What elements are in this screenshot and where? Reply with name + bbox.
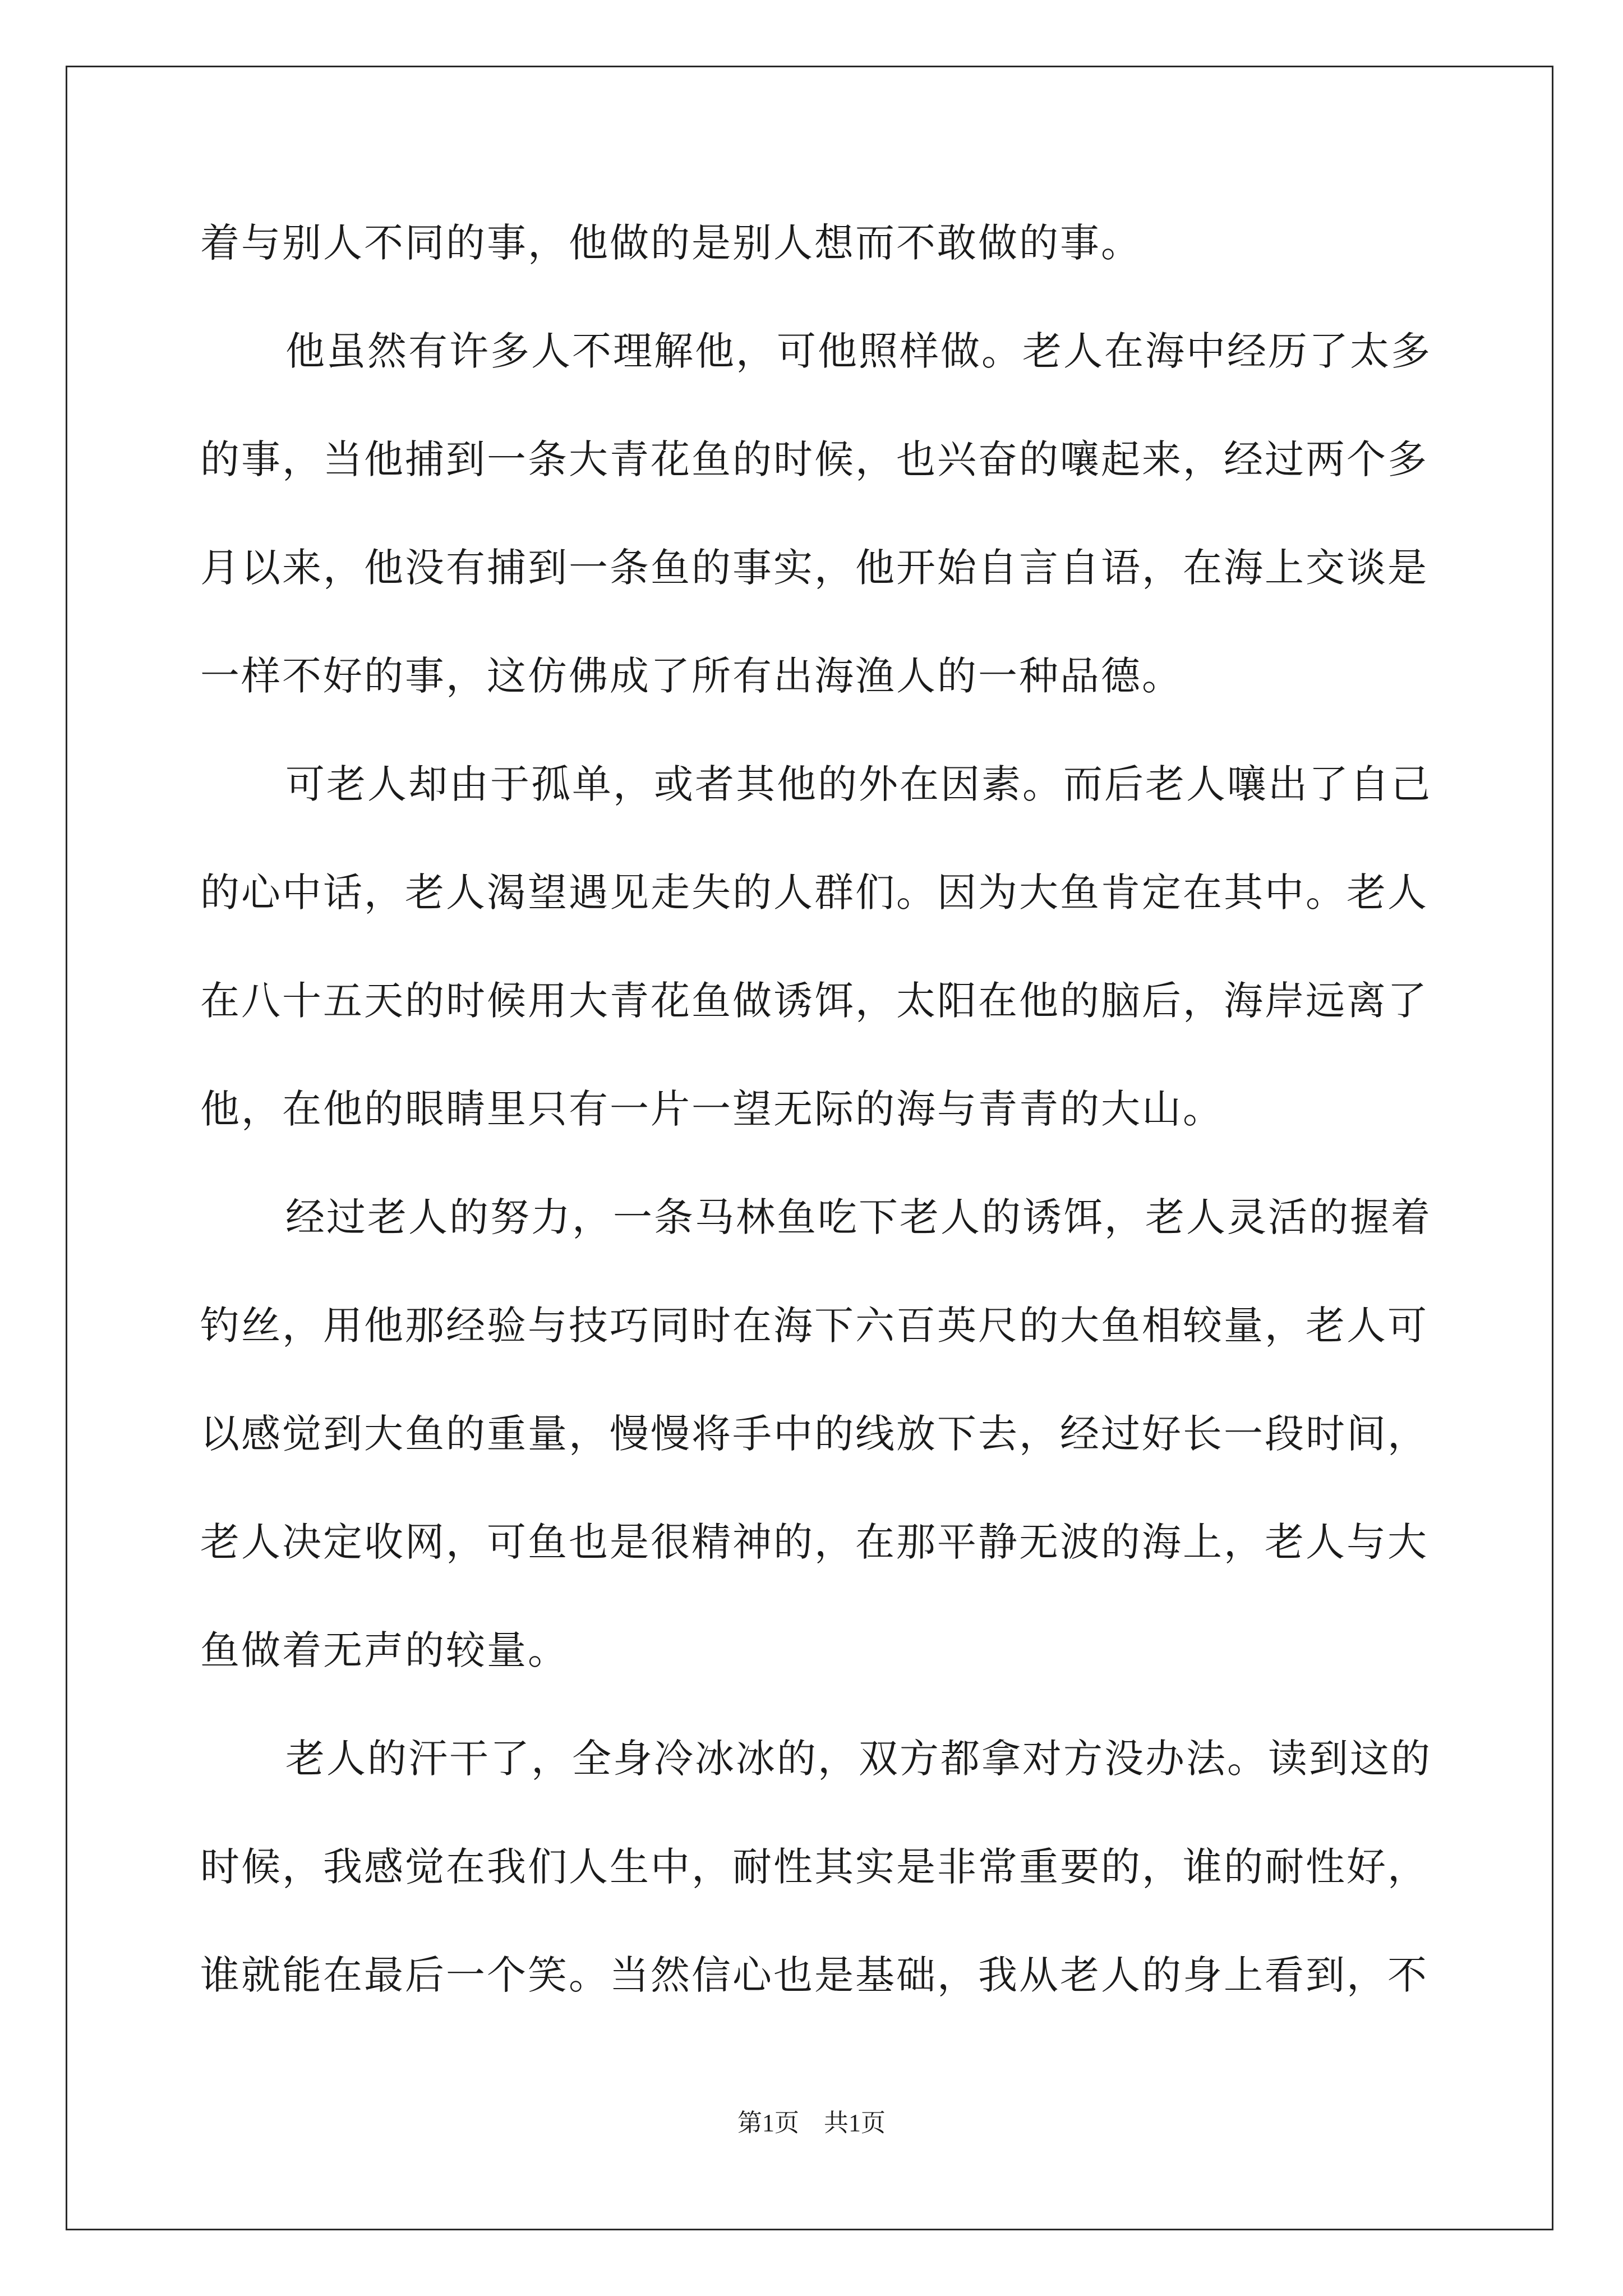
page-number-current: 第1页 [737, 2109, 799, 2137]
document-body [200, 208, 1434, 2048]
text-line: 时候，我感觉在我们人生中，耐性其实是非常重要的，谁的耐性好， [200, 1844, 1428, 1890]
text-line: 着与别人不同的事，他做的是别人想而不敢做的事。 [200, 220, 1142, 266]
text-line: 在八十五天的时候用大青花鱼做诱饵，太阳在他的脑后，海岸远离了 [200, 978, 1428, 1024]
text-line: 钓丝，用他那经验与技巧同时在海下六百英尺的大鱼相较量，老人可 [200, 1303, 1428, 1349]
paragraph-start-line: 可老人却由于孤单，或者其他的外在因素。而后老人嚷出了自己 [285, 761, 1432, 807]
page-number-total: 共1页 [824, 2109, 886, 2137]
text-line: 月以来，他没有捕到一条鱼的事实，他开始自言自语，在海上交谈是 [200, 545, 1428, 591]
text-line: 老人决定收网，可鱼也是很精神的，在那平静无波的海上，老人与大 [200, 1519, 1428, 1565]
paragraph-start-line: 经过老人的努力，一条马林鱼吃下老人的诱饵，老人灵活的握着 [285, 1194, 1432, 1240]
text-line: 以感觉到大鱼的重量，慢慢将手中的线放下去，经过好长一段时间， [200, 1411, 1428, 1457]
page-footer [0, 2106, 1623, 2140]
paragraph-start-line: 他虽然有许多人不理解他，可他照样做。老人在海中经历了太多 [285, 328, 1432, 374]
text-line: 谁就能在最后一个笑。当然信心也是基础，我从老人的身上看到，不 [200, 1952, 1428, 1998]
text-line: 的心中话，老人渴望遇见走失的人群们。因为大鱼肯定在其中。老人 [200, 869, 1428, 915]
text-line: 一样不好的事，这仿佛成了所有出海渔人的一种品德。 [200, 653, 1183, 699]
text-line: 他，在他的眼睛里只有一片一望无际的海与青青的大山。 [200, 1086, 1224, 1132]
text-line: 的事，当他捕到一条大青花鱼的时候，也兴奋的嚷起来，经过两个多 [200, 436, 1428, 482]
paragraph-start-line: 老人的汗干了，全身冷冰冰的，双方都拿对方没办法。读到这的 [285, 1736, 1432, 1782]
text-line: 鱼做着无声的较量。 [200, 1627, 569, 1673]
